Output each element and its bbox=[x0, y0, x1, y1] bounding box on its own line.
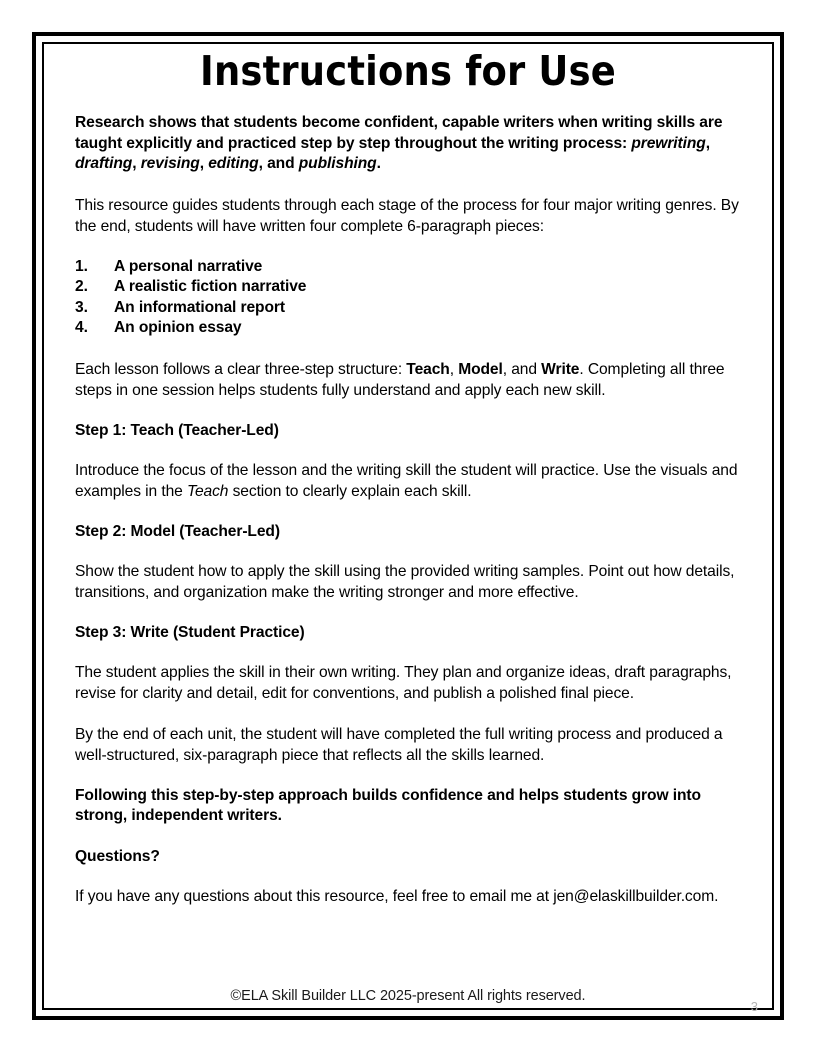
list-item bbox=[75, 277, 741, 297]
document-content bbox=[75, 47, 741, 927]
list-item-label: An informational report bbox=[114, 298, 285, 316]
intro-paragraph bbox=[75, 113, 741, 175]
step-2-heading: Step 2: Model (Teacher-Led) bbox=[75, 522, 280, 540]
overview-paragraph: This resource guides students through each stage of the process for four major writing genres. By the end, students will have written four complete 6-paragraph pieces: bbox=[75, 196, 739, 235]
stage-sep-3: , bbox=[199, 155, 209, 173]
structure-step-write: Write bbox=[541, 360, 580, 378]
stage-sep-4: , bbox=[258, 155, 268, 173]
structure-step-teach: Teach bbox=[406, 360, 450, 378]
stage-publishing: publishing bbox=[298, 155, 377, 173]
list-item bbox=[75, 257, 741, 277]
stage-conjunction: and bbox=[267, 155, 295, 173]
list-item-number: 3. bbox=[75, 298, 88, 316]
genre-list bbox=[75, 257, 741, 339]
structure-sep-a: , bbox=[449, 360, 459, 378]
list-item-label: A personal narrative bbox=[114, 257, 263, 275]
list-item-number: 1. bbox=[75, 257, 88, 275]
structure-paragraph bbox=[75, 359, 741, 401]
page-number: 3 bbox=[750, 999, 758, 1014]
stage-editing: editing bbox=[208, 155, 259, 173]
intro-line-2: are taught explicitly and practiced step by step throughout the writing process: bbox=[75, 114, 723, 152]
footer-copyright: ©ELA Skill Builder LLC 2025-present All rights reserved. bbox=[230, 988, 586, 1004]
stage-sep-2: , bbox=[132, 155, 141, 173]
stage-sep-1: , bbox=[705, 134, 710, 152]
step-1-body-before: Introduce the focus of the lesson and the writing skill the student will practice. Use the visuals and examples in the bbox=[75, 461, 738, 500]
stage-period: . bbox=[376, 155, 381, 173]
step-2-body: Show the student how to apply the skill using the provided writing samples. Point out how details, transitions, and organization make the writing stronger and more effective. bbox=[75, 562, 735, 601]
step-1-body-after: section to clearly explain each skill. bbox=[228, 482, 472, 500]
stage-drafting: drafting bbox=[75, 155, 133, 173]
structure-text-before: Each lesson follows a clear three-step structure: bbox=[75, 360, 407, 378]
stage-revising: revising bbox=[140, 155, 200, 173]
list-item bbox=[75, 298, 741, 318]
list-item-label: An opinion essay bbox=[114, 319, 242, 337]
step-1-heading: Step 1: Teach (Teacher-Led) bbox=[75, 421, 279, 439]
closing-paragraph: Following this step-by-step approach builds confidence and helps students grow into strong, independent writers. bbox=[75, 786, 701, 825]
contact-paragraph: If you have any questions about this resource, feel free to email me at jen@elaskillbuilder.com. bbox=[75, 887, 719, 905]
unit-summary-paragraph: By the end of each unit, the student will have completed the full writing process and produced a well-structured, six-paragraph piece that reflects all the skills learned. bbox=[75, 725, 723, 764]
step-1-body bbox=[75, 460, 741, 502]
step-1-body-italic: Teach bbox=[186, 482, 229, 500]
step-3-heading: Step 3: Write (Student Practice) bbox=[75, 623, 305, 641]
structure-sep-b: , and bbox=[502, 360, 542, 378]
list-item bbox=[75, 318, 741, 338]
list-item-number: 4. bbox=[75, 319, 88, 337]
stage-prewriting: prewriting bbox=[631, 134, 706, 152]
list-item-label: A realistic fiction narrative bbox=[114, 278, 307, 296]
step-3-body: The student applies the skill in their own writing. They plan and organize ideas, draft paragraphs, revise for clarity and detail, edit for conventions, and publish a polished final piece. bbox=[75, 663, 732, 702]
page-title: Instructions for Use bbox=[200, 47, 616, 95]
structure-step-model: Model bbox=[458, 360, 503, 378]
page-border-outer bbox=[32, 32, 784, 1020]
list-item-number: 2. bbox=[75, 278, 88, 296]
structure-text-after: . Completing all three steps in one session helps students fully understand and apply each new skill. bbox=[75, 360, 725, 399]
intro-line-1: Research shows that students become confident, capable writers when writing skills bbox=[75, 114, 696, 132]
questions-heading: Questions? bbox=[75, 847, 160, 865]
